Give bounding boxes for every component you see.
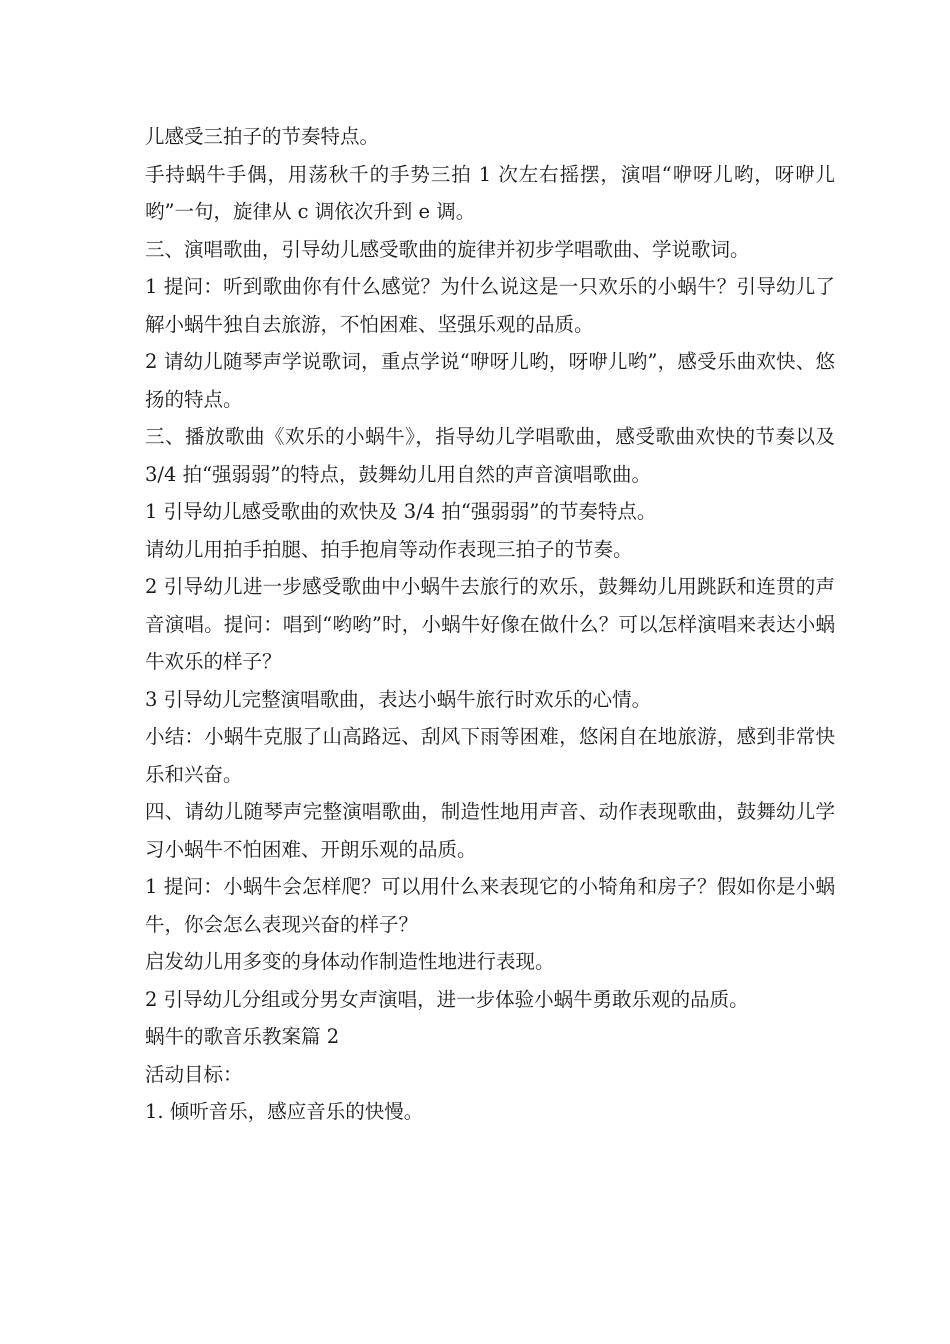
paragraph-question-crawl: 1 提问：小蜗牛会怎样爬？可以用什么来表现它的小犄角和房子？假如你是小蜗牛，你会怎么表现兴奋的样子？ [145,875,835,936]
paragraph-question-1: 1 提问：听到歌曲你有什么感觉？为什么说这是一只欢乐的小蜗牛？引导幼儿了解小蜗牛独自去旅游，不怕困难、坚强乐观的品质。 [145,275,835,336]
paragraph-complete-3: 3 引导幼儿完整演唱歌曲，表达小蜗牛旅行时欢乐的心情。 [145,687,652,711]
paragraph-summary: 小结：小蜗牛克服了山高路远、刮风下雨等困难，悠闲自在地旅游，感到非常快乐和兴奋。 [145,725,835,786]
paragraph-lyrics-2: 2 请幼儿随琴声学说歌词，重点学说“咿呀儿哟，呀咿儿哟”，感受乐曲欢快、悠扬的特点。 [145,350,835,411]
paragraph-clap: 请幼儿用拍手拍腿、拍手抱肩等动作表现三拍子的节奏。 [145,537,633,561]
paragraph-group-sing: 2 引导幼儿分组或分男女声演唱，进一步体验小蜗牛勇敢乐观的品质。 [145,987,749,1011]
paragraph-travel-2: 2 引导幼儿进一步感受歌曲中小蜗牛去旅行的欢乐，鼓舞幼儿用跳跃和连贯的声音演唱。提问：唱到“哟哟”时，小蜗牛好像在做什么？可以怎样演唱来表达小蜗牛欢乐的样子？ [145,575,835,673]
paragraph-inspire: 启发幼儿用多变的身体动作制造性地进行表现。 [145,950,555,973]
section-heading-play-song: 三、播放歌曲《欢乐的小蜗牛》，指导幼儿学唱歌曲，感受歌曲欢快的节奏以及 3/4 拍“强弱弱”的特点，鼓舞幼儿用自然的声音演唱歌曲。 [145,425,835,486]
paragraph-rhythm-1: 1 引导幼儿感受歌曲的欢快及 3/4 拍“强弱弱”的节奏特点。 [145,500,657,523]
activity-goals-heading: 活动目标： [145,1062,243,1086]
goal-item-1: 1. 倾听音乐，感应音乐的快慢。 [145,1100,424,1123]
section-title-part-2: 蜗牛的歌音乐教案篇 2 [145,1025,340,1048]
section-heading-perform: 四、请幼儿随琴声完整演唱歌曲，制造性地用声音、动作表现歌曲，鼓舞幼儿学习小蜗牛不怕困难、开朗乐观的品质。 [145,800,835,861]
section-heading-sing: 三、演唱歌曲，引导幼儿感受歌曲的旋律并初步学唱歌曲、学说歌词。 [145,237,750,261]
paragraph-continuation: 儿感受三拍子的节奏特点。 [145,125,380,148]
document-page [145,118,835,1131]
paragraph-hand-puppet: 手持蜗牛手偶，用荡秋千的手势三拍 1 次左右摇摆，演唱“咿呀儿哟，呀咿儿哟”一句，旋律从 c 调依次升到 e 调。 [145,162,835,223]
